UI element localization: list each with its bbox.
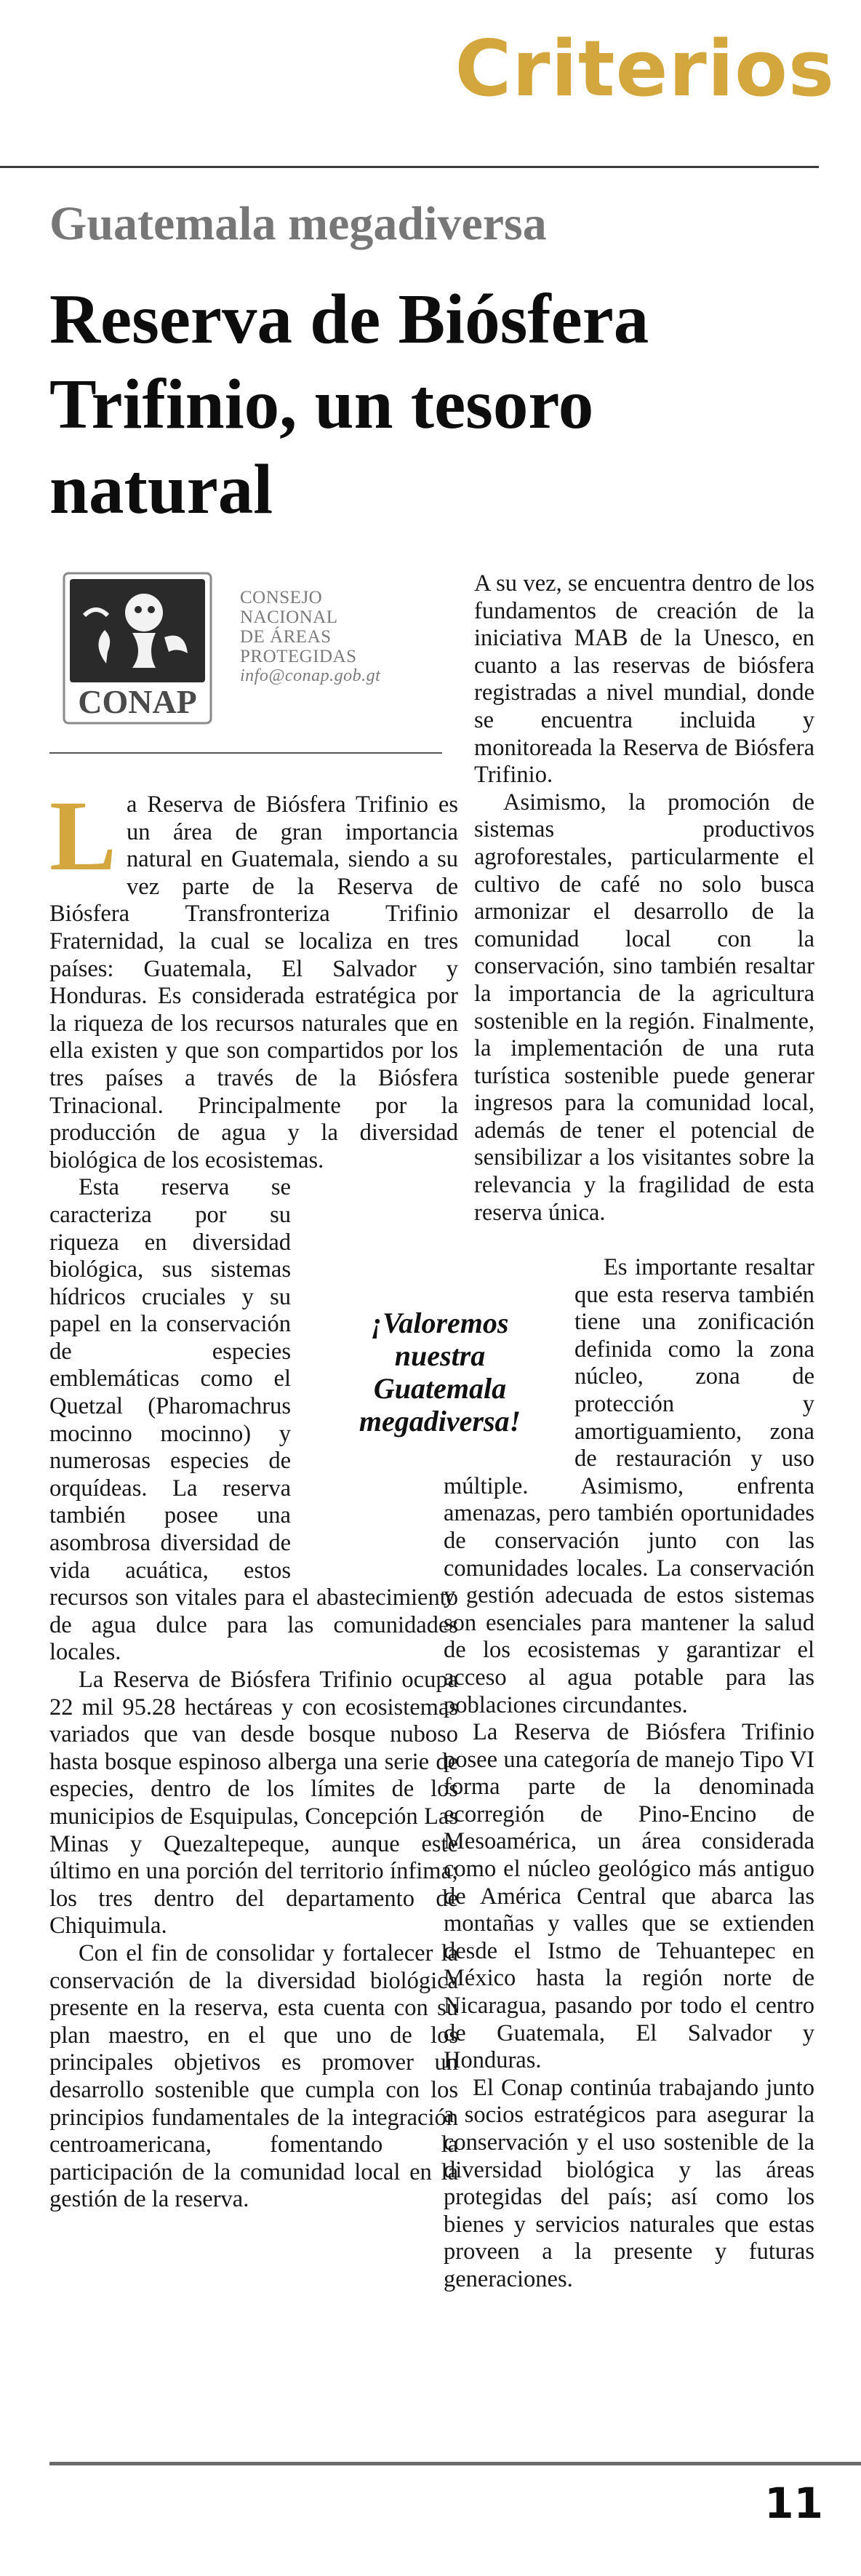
logo-email: info@conap.gob.gt	[240, 666, 381, 685]
article-paragraph-6: Asimismo, la promoción de sistemas productivos agroforestales, particularmente el cultivo de café no solo busca armonizar el desarrollo de la comunidad local con la conservación, sino también resaltar la importancia de la agricultura sostenible en la región. Finalmente, la implementación de una ruta turística sostenible puede generar ingresos para la comunidad local, además de tener el potencial de sensibilizar a los visitantes sobre la relevancia y la fragilidad de esta reserva única.	[474, 789, 814, 1226]
logo-line-4: PROTEGIDAS	[240, 647, 357, 666]
pull-quote: ¡Valoremos nuestra Guatemala megadiversa!	[359, 1307, 521, 1437]
logo-divider	[49, 752, 442, 754]
article-paragraph-4: Con el fin de consolidar y fortalecer la conservación de la diversidad biológica presente en la reserva, esta cuenta con su plan maestro, en el que uno de los principales objetivos es promover un desarrollo sostenible que cumpla con los principios fundamentales de la integración centroamericana, fomentando la participación de la comunidad local en la gestión de la reserva.	[49, 1939, 458, 2213]
conap-logo	[63, 572, 455, 729]
page-number: 11	[764, 2479, 823, 2528]
article-headline: Reserva de Biósfera Trifinio, un tesoro natural	[49, 280, 649, 528]
article-column-left	[49, 780, 458, 2214]
article-column-right-top	[474, 570, 814, 1227]
conap-wordmark: CONAP	[78, 683, 197, 720]
article-paragraph-3: La Reserva de Biósfera Trifinio ocupa 22 mil 95.28 hectáreas y con ecosistemas variados que van desde bosque nuboso hasta bosque espinoso alberga una serie de especies, dentro de los límites de los municipios de Esquipulas, Concepción Las Minas y Quezaltepeque, aunque este último en una porción del territorio ínfima; los tres dentro del departamento de Chiquimula.	[49, 1667, 458, 1939]
article-kicker: Guatemala megadiversa	[49, 197, 547, 250]
article-paragraph-5: A su vez, se encuentra dentro de los fundamentos de creación de la iniciativa MAB de la Unesco, en cuanto a las reservas de biósfera registradas a nivel mundial, donde se encuentra incluida y monitoreada la Reserva de Biósfera Trifinio.	[474, 570, 814, 789]
article-paragraph-2: Esta reserva se caracteriza por su riqueza en diversidad biológica, sus sistemas hídricos cruciales y su papel en la conservación de especies emblemáticas como el Quetzal (Pharomachrus mocinno mocinno) y numerosas especies de orquídeas. La reserva también posee una asombrosa diversidad de vida acuática, estos recursos son vitales para el abastecimiento de agua dulce para las comunidades locales.	[49, 1174, 458, 1666]
drop-cap: L	[49, 780, 117, 891]
top-divider	[0, 166, 819, 168]
conap-emblem-icon	[63, 572, 212, 725]
logo-line-1: CONSEJO	[240, 588, 323, 607]
bottom-divider	[49, 2462, 861, 2465]
logo-line-3: DE ÁREAS	[240, 627, 332, 647]
logo-line-2: NACIONAL	[240, 607, 338, 627]
article-paragraph-8: La Reserva de Biósfera Trifinio posee una categoría de manejo Tipo VI forma parte de la denominada ecorregión de Pino-Encino de Mesoamérica, un área considerada como el núcleo geológico más antiguo de América Central que abarca las montañas y valles que se extienden desde el Istmo de Tehuantepec en México hasta la región norte de Nicaragua, pasando por todo el centro de Guatemala, El Salvador y Honduras.	[444, 1719, 814, 2074]
section-title: Criterios	[454, 24, 835, 113]
article-paragraph-9: El Conap continúa trabajando junto a socios estratégicos para asegurar la conservación y el uso sostenible de la diversidad biológica y las áreas protegidas del país; así como los bienes y servicios naturales que estas proveen a la presente y futuras generaciones.	[444, 2074, 814, 2292]
article-paragraph-7: Es importante resaltar que esta reserva también tiene una zonificación definida como la zona núcleo, zona de protección y amortiguamiento, zona de restauración y uso múltiple. Asimismo, enfrenta amenazas, pero también oportunidades de conservación junto con las comunidades locales. La conservación y gestión adecuada de estos sistemas son esenciales para mantener la salud de los ecosistemas y garantizar el acceso al agua potable para las poblaciones circundantes.	[444, 1254, 814, 1718]
article-paragraph-1: La Reserva de Biósfera Trifinio es un área de gran importancia natural en Guatemala, siendo a su vez parte de la Reserva de Biósfera Transfronteriza Trifinio Fraternidad, la cual se localiza en tres países: Guatemala, El Salvador y Honduras. Es considerada estratégica por la riqueza de los recursos naturales que en ella existen y que son compartidos por los tres países a través de la Biósfera Trinacional. Principalmente por la producción de agua y la diversidad biológica de los ecosistemas.	[49, 780, 458, 1173]
conap-logo-text	[240, 588, 380, 686]
